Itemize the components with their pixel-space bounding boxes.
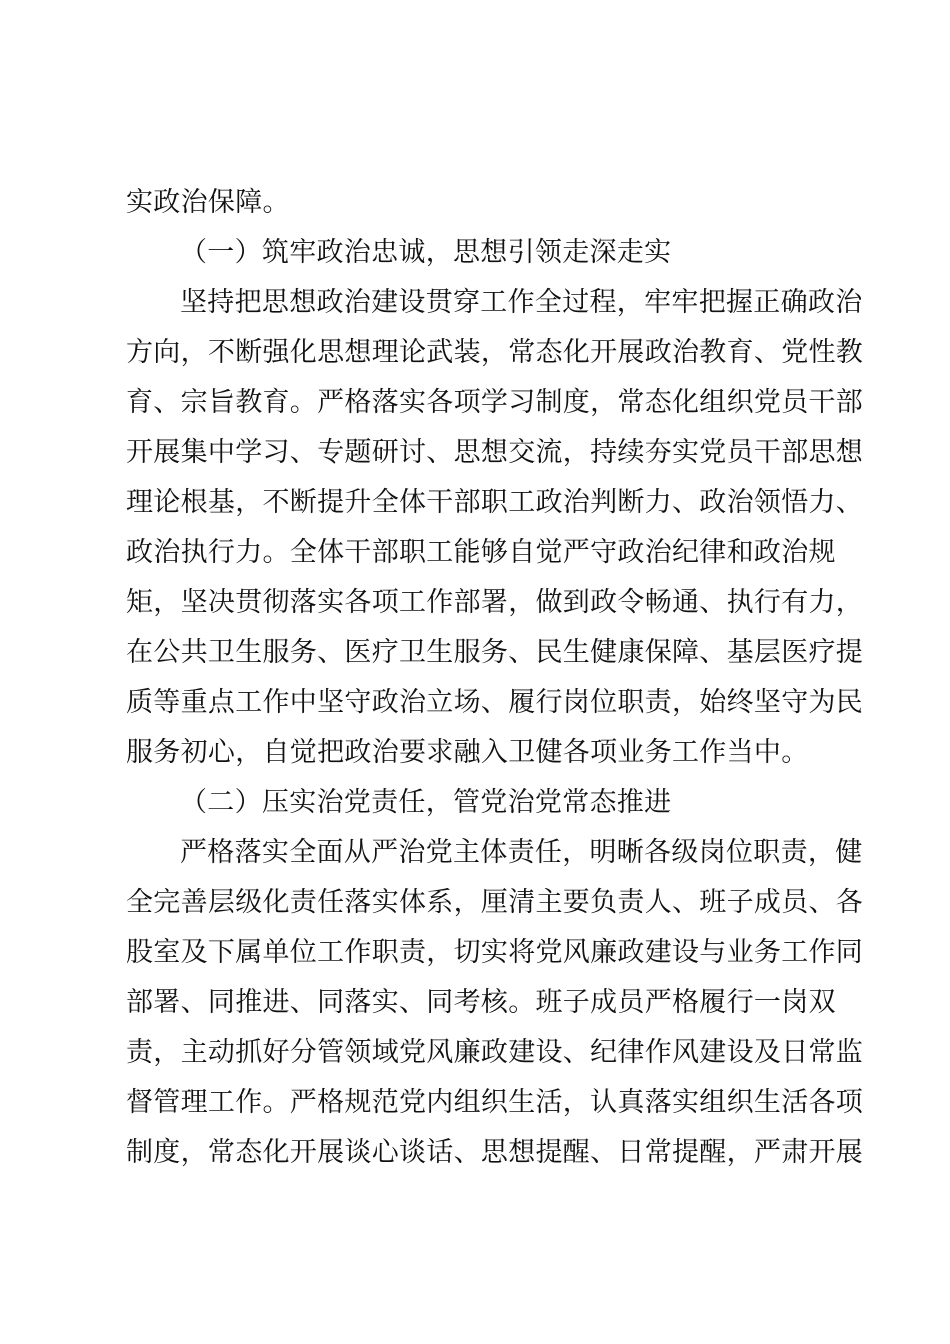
paragraph-line: 方向，不断强化思想理论武装，常态化开展政治教育、党性教: [126, 337, 864, 368]
paragraph-line: 矩，坚决贯彻落实各项工作部署，做到政令畅通、执行有力，: [126, 587, 864, 618]
paragraph-line: 严格落实全面从严治党主体责任，明晰各级岗位职责，健: [180, 837, 863, 868]
paragraph-line: 责，主动抓好分管领域党风廉政建设、纪律作风建设及日常监: [126, 1037, 864, 1068]
paragraph-line: 股室及下属单位工作职责，切实将党风廉政建设与业务工作同: [126, 937, 864, 968]
paragraph-line: 理论根基，不断提升全体干部职工政治判断力、政治领悟力、: [126, 487, 864, 518]
paragraph-line: 开展集中学习、专题研讨、思想交流，持续夯实党员干部思想: [126, 437, 864, 468]
paragraph-line: 坚持把思想政治建设贯穿工作全过程，牢牢把握正确政治: [180, 287, 863, 318]
section-heading-2: （二）压实治党责任，管党治党常态推进: [180, 787, 672, 818]
section-heading-1: （一）筑牢政治忠诚，思想引领走深走实: [180, 237, 672, 268]
paragraph-line: 制度，常态化开展谈心谈话、思想提醒、日常提醒，严肃开展: [126, 1137, 864, 1168]
paragraph-line: 部署、同推进、同落实、同考核。班子成员严格履行一岗双: [126, 987, 836, 1018]
paragraph-line: 在公共卫生服务、医疗卫生服务、民生健康保障、基层医疗提: [126, 637, 864, 668]
paragraph-line: 政治执行力。全体干部职工能够自觉严守政治纪律和政治规: [126, 537, 836, 568]
paragraph-line: 质等重点工作中坚守政治立场、履行岗位职责，始终坚守为民: [126, 687, 864, 718]
paragraph-line: 实政治保障。: [126, 187, 290, 218]
paragraph-line: 育、宗旨教育。严格落实各项学习制度，常态化组织党员干部: [126, 387, 864, 418]
paragraph-line: 全完善层级化责任落实体系，厘清主要负责人、班子成员、各: [126, 887, 864, 918]
paragraph-line: 服务初心，自觉把政治要求融入卫健各项业务工作当中。: [126, 737, 809, 768]
paragraph-line: 督管理工作。严格规范党内组织生活，认真落实组织生活各项: [126, 1087, 864, 1118]
